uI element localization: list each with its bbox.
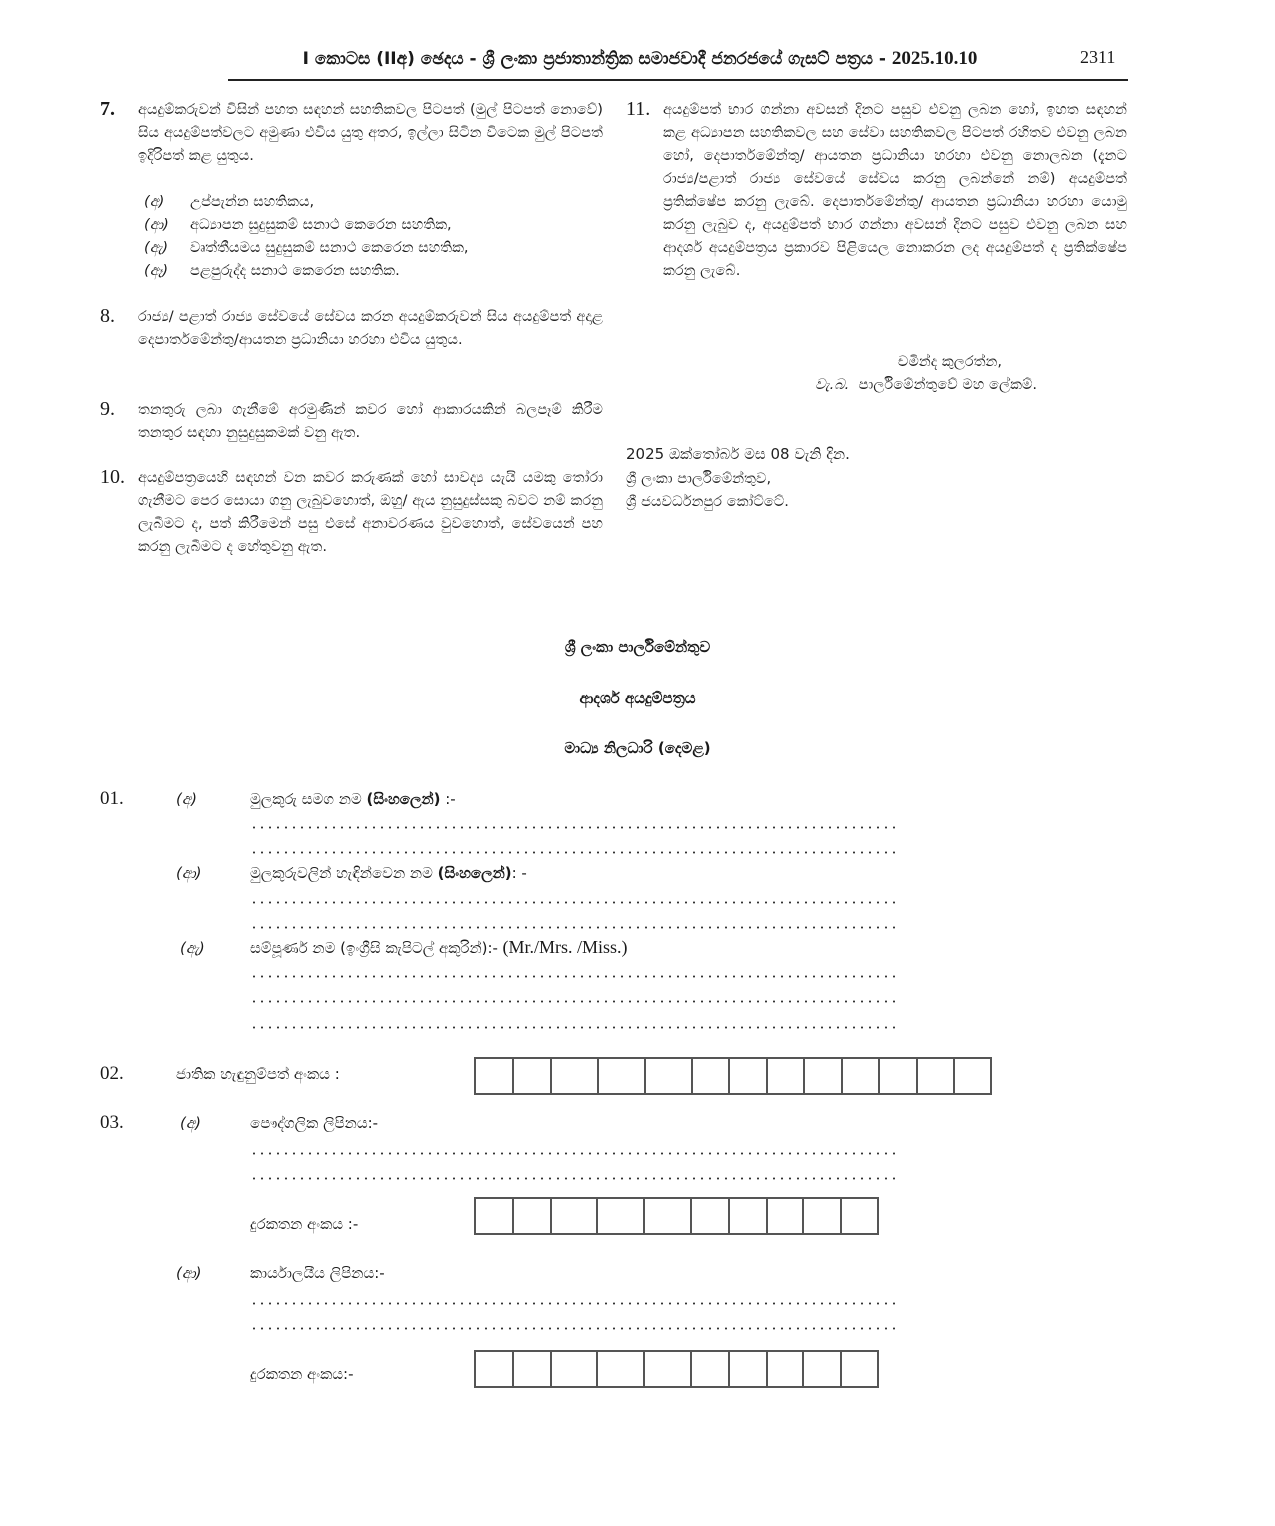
signature-title bbox=[815, 373, 1135, 396]
item-7-subitem bbox=[144, 190, 604, 213]
q01b-fill-line-1[interactable] bbox=[250, 901, 898, 904]
phone-digit-box[interactable] bbox=[692, 1352, 730, 1386]
dateline-date: 2025 ඔක්තෝබර් මස 08 වැනි දින. bbox=[626, 445, 850, 463]
q03a-phone-label: දුරකතන අංකය :- bbox=[250, 1215, 359, 1233]
form-heading-model-application: ආදර්ශ අයදුම්පත්‍රය bbox=[579, 689, 696, 707]
phone-digit-box[interactable] bbox=[598, 1199, 645, 1233]
item-7-subitem bbox=[144, 236, 604, 259]
phone-digit-box[interactable] bbox=[842, 1199, 879, 1233]
item-11-number: 11. bbox=[626, 98, 651, 120]
q01a-label: (අ) bbox=[176, 790, 197, 808]
q03b-fill-line-1[interactable] bbox=[250, 1302, 898, 1305]
phone-digit-box[interactable] bbox=[598, 1352, 645, 1386]
q03b-phone-label: දුරකතන අංකය:- bbox=[250, 1365, 354, 1383]
q03b-phone-boxes[interactable] bbox=[474, 1350, 879, 1388]
phone-digit-box[interactable] bbox=[645, 1199, 692, 1233]
item-8-text: රාජ්‍ය/ පළාත් රාජ්‍ය සේවයේ සේවය කරන අයදුම්කරුවන් සිය අයදුම්පත් අදාළ දෙපාර්තමේන්තු/ආයතන ප්‍රධානියා හරහා එවිය යුතුය. bbox=[138, 308, 603, 348]
phone-digit-box[interactable] bbox=[730, 1352, 768, 1386]
phone-digit-box[interactable] bbox=[804, 1199, 842, 1233]
subitem-label: (අ) bbox=[144, 193, 165, 210]
q03b-label: (ආ) bbox=[176, 1264, 202, 1282]
subitem-text: උප්පැන්න සහතිකය, bbox=[190, 193, 315, 210]
phone-digit-box[interactable] bbox=[768, 1199, 805, 1233]
q01b-text: මුලකුරුවලින් හැඳින්වෙන නම (සිංහලෙන්): - bbox=[250, 864, 527, 882]
form-heading-parliament: ශ්‍රී ලංකා පාර්ලිමේන්තුව bbox=[564, 638, 711, 656]
signature-title-abbr: වැ.බ. bbox=[815, 376, 850, 393]
subitem-text: අධ්‍යාපන සුදුසුකම් සනාථ කෙරෙන සහතික, bbox=[190, 216, 452, 233]
q01a-text: මුලකුරු සමග නම (සිංහලෙන්) :- bbox=[250, 790, 456, 808]
phone-digit-box[interactable] bbox=[730, 1199, 768, 1233]
subitem-text: වෘත්තීයමය සුදුසුකම් සනාථ කෙරෙන සහතික, bbox=[190, 239, 469, 256]
q01b-label: (ආ) bbox=[176, 864, 202, 882]
q03b-fill-line-2[interactable] bbox=[250, 1327, 898, 1330]
item-11-text: අයදුම්පත් භාර ගන්නා අවසන් දිනට පසුව එවනු ලබන හෝ, ඉහත සඳහන් කළ අධ්‍යාපන සහතිකවල සහ සේවා සහතිකවල පිටපත් රහිතව එවනු ලබන හෝ, දෙපාර්තමේන්තු/ ආයතන ප්‍රධානියා හරහා එවනු නොලබන (දැනට රාජ්‍ය/පළාත් රාජ්‍ය සේවයේ සේවය කරනු ලබන්නේ නම්) අයදුම්පත් ප්‍රතික්ෂේප කරනු ලැබේ. දෙපාර්තමේන්තු/ ආයතන ප්‍රධානියා හරහා යොමු කරනු ලැබුව ද, අයදුම්පත් භාර ගන්නා අවසන් දිනට පසුව එවනු ලබන සහ ආදර්ශ අයදුම්පත්‍රය ප්‍රකාරව පිළියෙල නොකරන ලද අයදුම්පත් ද ප්‍රතික්ෂේප කරනු ලැබේ. bbox=[663, 101, 1127, 279]
item-9-text: තනතුරු ලබා ගැනීමේ අරමුණින් කවර හෝ ආකාරයකින් බලපෑම් කිරීම තනතුර සඳහා නුසුදුසුකමක් වනු ඇත. bbox=[138, 401, 603, 441]
header-title-prefix: I කොටස (IIඅ) ඡෙදය - ශ්‍රී ලංකා ප්‍රජාතාන්ත්‍රික සමාජවාදී ජනරජයේ ගැසට් පත්‍රය - bbox=[302, 49, 886, 69]
page-number: 2311 bbox=[1080, 47, 1116, 67]
nic-digit-box[interactable] bbox=[768, 1059, 805, 1093]
item-10-number: 10. bbox=[100, 466, 125, 488]
phone-digit-box[interactable] bbox=[804, 1352, 842, 1386]
q01c-fill-line-2[interactable] bbox=[250, 1000, 898, 1003]
item-8-number: 8. bbox=[100, 305, 115, 327]
item-9-number: 9. bbox=[100, 398, 115, 420]
signature-title-text: පාර්ලිමේන්තුවේ මහ ලේකම්. bbox=[858, 376, 1038, 393]
phone-digit-box[interactable] bbox=[476, 1352, 514, 1386]
phone-digit-box[interactable] bbox=[692, 1199, 730, 1233]
item-7-text: අයදුම්කරුවන් විසින් පහත සඳහන් සහතිකවල පිටපත් (මුල් පිටපත් නොවේ) සිය අයදුම්පත්වලට අමුණා එවිය යුතු අතර, ඉල්ලා සිටින විටෙක මුල් පිටපත් ඉදිරිපත් කළ යුතුය. bbox=[138, 101, 603, 164]
nic-digit-box[interactable] bbox=[599, 1059, 646, 1093]
phone-digit-box[interactable] bbox=[476, 1199, 514, 1233]
phone-digit-box[interactable] bbox=[842, 1352, 879, 1386]
item-7-number: 7. bbox=[100, 98, 115, 120]
q01c-text: සම්පූර්ණ නම (ඉංග්‍රීසි කැපිටල් අකුරින්):- (Mr./Mrs. /Miss.) bbox=[250, 937, 628, 957]
nic-digit-box[interactable] bbox=[955, 1059, 992, 1093]
nic-digit-box[interactable] bbox=[880, 1059, 918, 1093]
q03-number: 03. bbox=[100, 1112, 124, 1133]
nic-digit-box[interactable] bbox=[552, 1059, 599, 1093]
q03b-text: කාර්යාලයීය ලිපිනය:- bbox=[250, 1264, 385, 1282]
form-heading-position: මාධ්‍ය නිලධාරි (දෙමළ) bbox=[564, 739, 711, 757]
q01c-fill-line-3[interactable] bbox=[250, 1026, 898, 1029]
item-10-text: අයදුම්පත්‍රයෙහි සඳහන් වන කවර කරුණක් හෝ සාවද්‍ය යැයි යමකු තෝරා ගැනීමට පෙර සොයා ගනු ලැබුවහොත්, ඔහු/ ඇය නුසුදුස්සකු බවට නම් කරනු ලැබීමට ද, පත් කිරීමෙන් පසු එසේ අනාවරණය වුවහොත්, සේවයෙන් පහ කරනු ලැබීමට ද හේතුවනු ඇත. bbox=[138, 469, 603, 555]
header-date: 2025.10.10 bbox=[891, 48, 978, 69]
q01a-fill-line-2[interactable] bbox=[250, 851, 898, 854]
q03a-phone-boxes[interactable] bbox=[474, 1197, 879, 1235]
nic-digit-box[interactable] bbox=[805, 1059, 843, 1093]
q02-text: ජාතික හැඳුනුම්පත් අංකය : bbox=[176, 1065, 340, 1083]
q03a-fill-line-1[interactable] bbox=[250, 1152, 898, 1155]
phone-digit-box[interactable] bbox=[514, 1199, 552, 1233]
q01b-fill-line-2[interactable] bbox=[250, 926, 898, 929]
phone-digit-box[interactable] bbox=[514, 1352, 552, 1386]
item-7-subitem bbox=[144, 259, 604, 282]
q01c-label: (ඇ) bbox=[180, 939, 205, 957]
nic-digit-box[interactable] bbox=[843, 1059, 880, 1093]
header-divider bbox=[228, 79, 1128, 81]
q02-number: 02. bbox=[100, 1063, 124, 1084]
phone-digit-box[interactable] bbox=[552, 1199, 599, 1233]
nic-digit-box[interactable] bbox=[476, 1059, 514, 1093]
phone-digit-box[interactable] bbox=[552, 1352, 599, 1386]
subitem-text: පළපුරුද්ද සනාථ කෙරෙන සහතික. bbox=[190, 262, 400, 279]
subitem-label: (ඇ) bbox=[144, 239, 169, 256]
q01a-fill-line-1[interactable] bbox=[250, 826, 898, 829]
q03a-text: පෞද්ගලික ලිපිනය:- bbox=[250, 1114, 379, 1132]
subitem-label: (ආ) bbox=[144, 216, 169, 233]
q01-number: 01. bbox=[100, 788, 124, 809]
dateline-place-1: ශ්‍රී ලංකා පාර්ලිමේන්තුව, bbox=[626, 470, 772, 487]
nic-digit-box[interactable] bbox=[514, 1059, 552, 1093]
gazette-header-title bbox=[230, 48, 1050, 70]
q03a-label: (අ) bbox=[180, 1114, 201, 1132]
nic-digit-box[interactable] bbox=[730, 1059, 768, 1093]
phone-digit-box[interactable] bbox=[768, 1352, 805, 1386]
dateline-place-2: ශ්‍රී ජයවර්ධනපුර කෝට්ටේ. bbox=[626, 493, 789, 510]
q03a-fill-line-2[interactable] bbox=[250, 1177, 898, 1180]
subitem-label: (ඈ) bbox=[144, 262, 169, 279]
signature-name: චමින්ද කුලරත්න, bbox=[897, 353, 1003, 370]
q01c-fill-line-1[interactable] bbox=[250, 975, 898, 978]
item-7-subitem bbox=[144, 213, 604, 236]
nic-digit-box[interactable] bbox=[693, 1059, 731, 1093]
nic-digit-box[interactable] bbox=[646, 1059, 693, 1093]
nic-digit-box[interactable] bbox=[918, 1059, 955, 1093]
phone-digit-box[interactable] bbox=[645, 1352, 692, 1386]
nic-number-boxes[interactable] bbox=[474, 1057, 992, 1095]
